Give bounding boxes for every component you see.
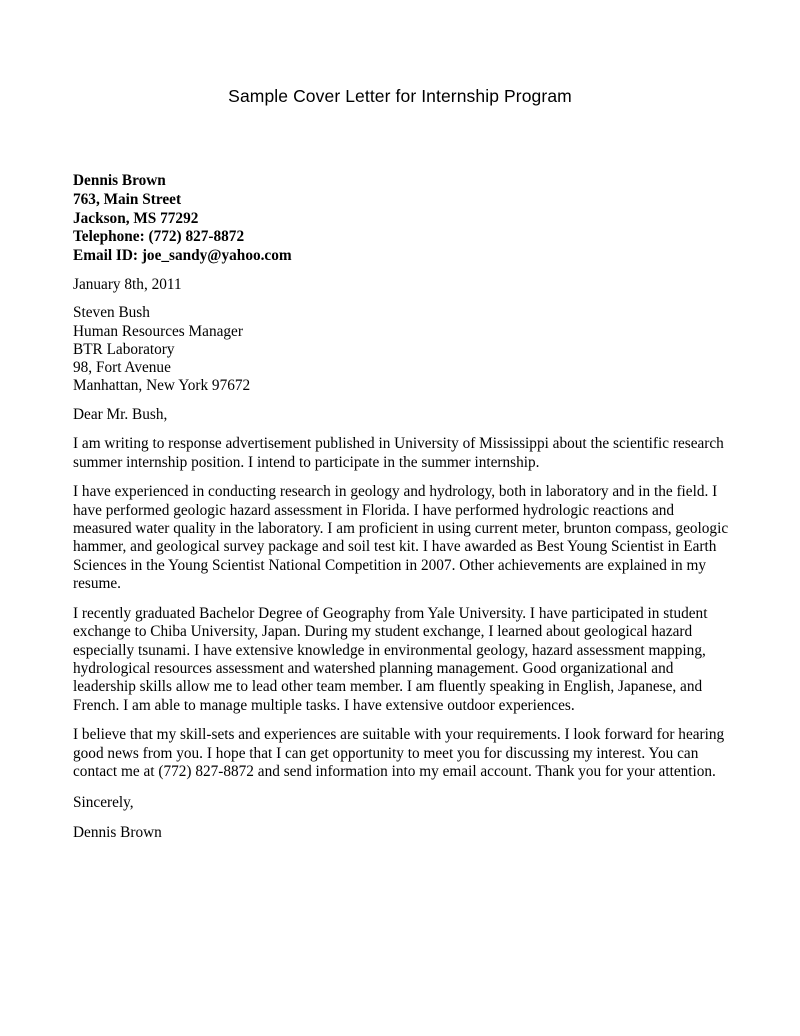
recipient-city-state-zip: Manhattan, New York 97672: [73, 376, 251, 394]
signature-name: Dennis Brown: [73, 823, 162, 841]
sender-street: 763, Main Street: [73, 190, 182, 208]
sender-address-block: [73, 172, 729, 266]
page-title: Sample Cover Letter for Internship Program: [228, 86, 572, 106]
sender-telephone: Telephone: (772) 827-8872: [73, 228, 245, 246]
recipient-name: Steven Bush: [73, 304, 150, 322]
body-paragraph-4: I believe that my skill-sets and experiences are suitable with your requirements. I look forward for hearing good news from you. I hope that I can get opportunity to meet you for discussing my interest. You can contact me at (772) 827-8872 and send information into my email account. Thank you for your attention.: [73, 726, 725, 780]
recipient-address-block: [73, 304, 729, 394]
sender-name: Dennis Brown: [73, 172, 166, 189]
salutation: Dear Mr. Bush,: [73, 405, 168, 423]
recipient-job-title: Human Resources Manager: [73, 322, 243, 340]
sender-email: Email ID: joe_sandy@yahoo.com: [73, 247, 292, 265]
closing-salutation: Sincerely,: [73, 794, 134, 812]
body-paragraph-1: I am writing to response advertisement published in University of Mississippi about the scientific research summer internship position. I intend to participate in the summer internship.: [73, 435, 724, 471]
body-paragraph-2: I have experienced in conducting research in geology and hydrology, both in laboratory and in the field. I have performed geologic hazard assessment in Florida. I have performed hydrologic reactions and measured water quality in the laboratory. I am proficient in using current meter, brunton compass, geologic hammer, and geological survey package and soil test kit. I have awarded as Best Young Scientist in Earth Sciences in the Young Scientist National Competition in 2007. Other achievements are explained in my resume.: [73, 483, 729, 593]
sender-city-state-zip: Jackson, MS 77292: [73, 209, 199, 227]
letter-content: [73, 172, 729, 842]
recipient-company: BTR Laboratory: [73, 340, 175, 358]
letter-date: January 8th, 2011: [73, 275, 182, 293]
body-paragraph-3: I recently graduated Bachelor Degree of Geography from Yale University. I have participated in student exchange to Chiba University, Japan. During my student exchange, I learned about geological hazard especially tsunami. I have extensive knowledge in environmental geology, hazard assessment mapping, hydrological resources assessment and watershed planning management. Good organizational and leadership skills allow me to lead other team member. I am fluently speaking in English, Japanese, and French. I am able to manage multiple tasks. I have extensive outdoor experiences.: [73, 604, 708, 714]
recipient-street: 98, Fort Avenue: [73, 358, 171, 376]
